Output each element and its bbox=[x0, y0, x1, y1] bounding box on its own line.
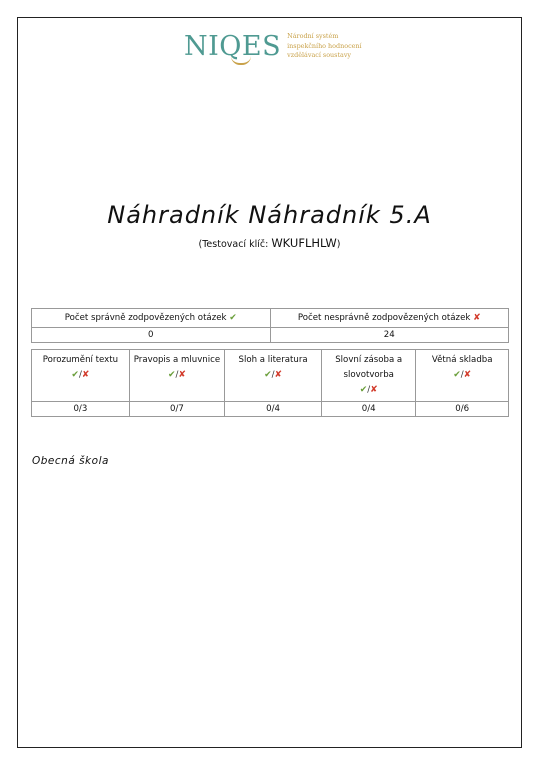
legend-separator: / bbox=[367, 385, 371, 395]
category-score: 0/7 bbox=[129, 402, 224, 417]
category-legend bbox=[32, 368, 129, 383]
logo-tagline-line: inspekčního hodnocení bbox=[287, 41, 362, 50]
category-label: Sloh a literatura bbox=[238, 355, 308, 365]
category-score: 0/6 bbox=[416, 402, 509, 417]
incorrect-count-header bbox=[270, 309, 509, 328]
category-label: Porozumění textu bbox=[42, 355, 119, 365]
category-header bbox=[129, 350, 224, 402]
niqes-logo bbox=[184, 30, 362, 70]
category-label: Větná skladba bbox=[431, 355, 493, 365]
legend-separator: / bbox=[175, 370, 179, 380]
category-header bbox=[32, 350, 130, 402]
incorrect-count-label: Počet nesprávně zodpovězených otázek bbox=[297, 313, 471, 323]
correct-count-label: Počet správně zodpovězených otázek bbox=[64, 313, 227, 323]
legend-separator: / bbox=[460, 370, 464, 380]
school-name: Obecná škola bbox=[32, 455, 109, 467]
category-legend bbox=[416, 368, 508, 383]
report-page bbox=[17, 17, 522, 748]
correct-count-value: 0 bbox=[32, 328, 271, 343]
category-legend bbox=[322, 383, 415, 398]
cross-icon: ✘ bbox=[370, 385, 378, 395]
cross-icon: ✘ bbox=[274, 370, 283, 380]
cross-icon: ✘ bbox=[81, 370, 90, 380]
test-key-value: WKUFLHLW bbox=[271, 236, 337, 250]
incorrect-count-value: 24 bbox=[270, 328, 509, 343]
logo-wordmark-text: NIQES bbox=[184, 31, 282, 62]
category-score: 0/4 bbox=[225, 402, 322, 417]
test-key-suffix: ) bbox=[336, 239, 341, 250]
category-table bbox=[31, 349, 509, 417]
category-header bbox=[416, 350, 509, 402]
check-icon: ✔ bbox=[264, 370, 272, 380]
correct-count-header bbox=[32, 309, 271, 328]
category-header-row bbox=[32, 350, 509, 402]
summary-table bbox=[31, 308, 509, 343]
check-icon: ✔ bbox=[229, 313, 237, 323]
category-legend bbox=[130, 368, 224, 383]
cross-icon: ✘ bbox=[463, 370, 472, 380]
logo-tagline-line: Národní systém bbox=[287, 32, 339, 40]
test-key-line bbox=[18, 236, 521, 250]
logo-swirl bbox=[231, 56, 251, 65]
check-icon: ✔ bbox=[167, 370, 176, 380]
category-legend bbox=[225, 368, 321, 383]
category-score-row bbox=[32, 402, 509, 417]
category-header bbox=[225, 350, 322, 402]
category-score: 0/3 bbox=[32, 402, 130, 417]
check-icon: ✔ bbox=[359, 385, 368, 395]
legend-separator: / bbox=[271, 370, 275, 380]
legend-separator: / bbox=[78, 370, 82, 380]
category-score: 0/4 bbox=[322, 402, 416, 417]
summary-header-row bbox=[32, 309, 509, 328]
check-icon: ✔ bbox=[453, 370, 461, 380]
logo-wordmark bbox=[184, 30, 281, 64]
student-name-title: Náhradník Náhradník 5.A bbox=[107, 201, 432, 229]
category-label: Slovní zásoba a slovotvorba bbox=[335, 355, 403, 380]
summary-value-row bbox=[32, 328, 509, 343]
cross-icon: ✘ bbox=[178, 370, 186, 380]
logo-tagline-line: vzdělávací soustavy bbox=[287, 51, 352, 59]
logo-tagline bbox=[287, 32, 361, 61]
category-header bbox=[322, 350, 416, 402]
cross-icon: ✘ bbox=[473, 313, 481, 323]
test-key-prefix: (Testovací klíč: bbox=[198, 239, 272, 250]
category-label: Pravopis a mluvnice bbox=[133, 355, 221, 365]
check-icon: ✔ bbox=[71, 370, 79, 380]
